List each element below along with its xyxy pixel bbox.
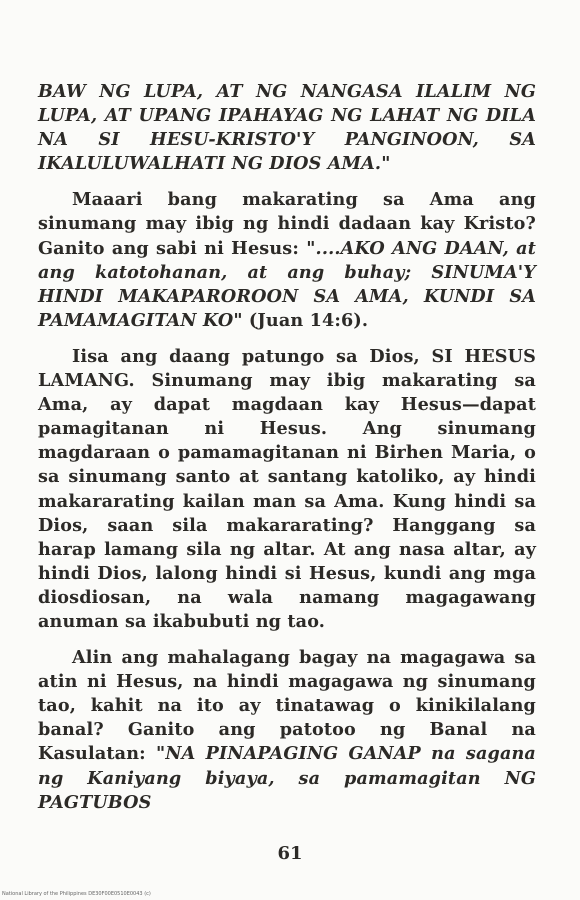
- page-body: [38, 80, 536, 827]
- paragraph-4: [38, 646, 536, 815]
- page-number: 61: [277, 843, 303, 864]
- paragraph-2-text: Maaari bang makarating sa Ama ang sinumang may ibig ng hindi dadaan kay Kristo? Ganito ang sabi ni Hesus: ": [38, 189, 536, 259]
- paragraph-2-citation: " (Juan 14:6).: [233, 309, 369, 331]
- paragraph-1: BAW NG LUPA, AT NG NANGASA ILALIM NG LUPA, AT UPANG IPAHAYAG NG LAHAT NG DILA NA SI HESU-KRISTO'Y PANGINOON, SA IKALULUWALHATI NG DIOS AMA.": [38, 81, 536, 175]
- paragraph-4-quote: "NA PINAPAGING GANAP na sagana ng Kaniyang biyaya, sa pamamagitan NG PAGTUBOS: [38, 743, 536, 813]
- paragraph-2: [38, 188, 536, 333]
- paragraph-2-quote: ....AKO ANG DAAN, at ang katotohanan, at ang buhay; SINUMA'Y HINDI MAKAPAROROON SA AMA, KUNDI SA PAMAMAGITAN KO: [38, 237, 536, 331]
- paragraph-4-text: Alin ang mahalagang bagay na magagawa sa atin ni Hesus, na hindi magagawa ng sinumang tao, kahit na ito ay tinatawag o kinikilalang banal? Ganito ang patotoo ng Banal na Kasulatan:: [38, 647, 536, 765]
- paragraph-3: Iisa ang daang patungo sa Dios, SI HESUS LAMANG. Sinumang may ibig makarating sa Ama, ay dapat magdaan kay Hesus—dapat pamagitanan ni Hesus. Ang sinumang magdaraan o pamamagitanan ni Birhen Maria, o sa sinumang santo at santang katoliko, ay hindi makararating kailan man sa Ama. Kung hindi sa Dios, saan sila makararating? Hanggang sa harap lamang sila ng altar. At ang nasa altar, ay hindi Dios, lalong hindi si Hesus, kundi ang mga diosdiosan, na wala namang magagawang anuman sa ikabubuti ng tao.: [38, 345, 536, 632]
- footer-credit: National Library of the Philippines DE30F00E0510E0043 (c): [2, 891, 151, 897]
